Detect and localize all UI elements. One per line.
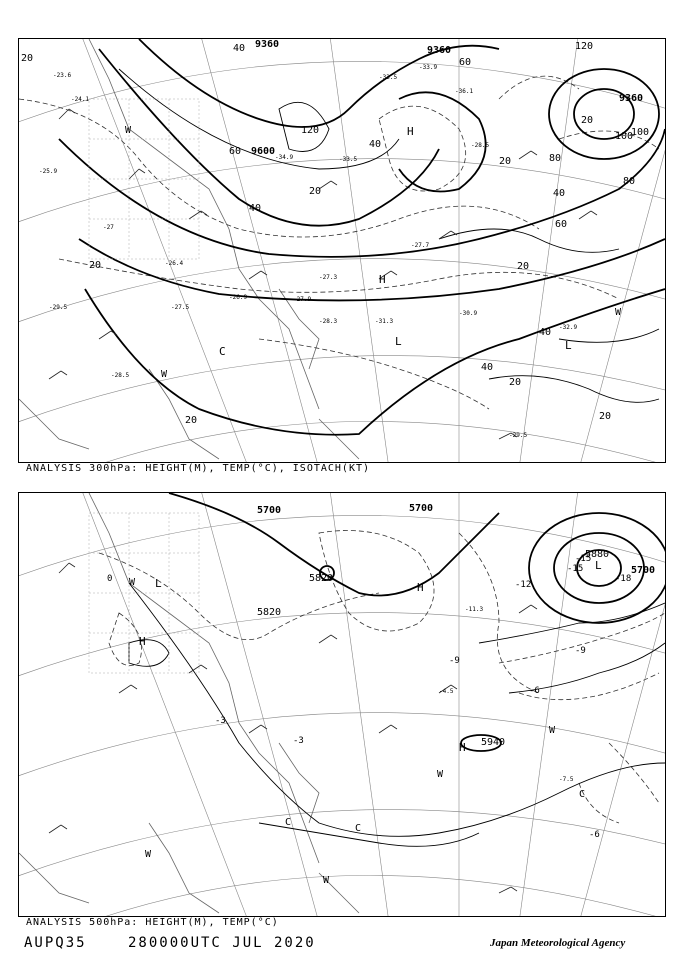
warm-center: W <box>615 307 622 318</box>
warm-center: W <box>145 849 152 860</box>
isotherm-label: -18 <box>615 574 632 584</box>
height-contours <box>169 493 665 751</box>
height-label: 5700 <box>631 565 656 576</box>
cold-center: C <box>285 817 292 828</box>
latitude-grid <box>19 61 665 462</box>
isotach-label: 20 <box>517 261 530 272</box>
temp-label: -28.5 <box>111 372 130 379</box>
isotach-label: 20 <box>21 53 34 64</box>
isotach-label: 40 <box>249 203 262 214</box>
isotach-label: 20 <box>309 186 322 197</box>
map-300hpa <box>19 39 665 462</box>
isotach-label: 20 <box>185 415 198 426</box>
cold-center: C <box>219 345 226 358</box>
isotach-label: 60 <box>459 57 472 68</box>
height-label: 9360 <box>619 93 644 104</box>
height-label: 5700 <box>257 505 282 516</box>
low-pressure-center: L <box>565 339 572 352</box>
temp-label: -27 <box>103 224 114 231</box>
isotherm-label: -9 <box>575 646 586 656</box>
temp-label: -27.7 <box>411 242 430 249</box>
wind-barbs <box>49 563 537 893</box>
isotherm-label: 0 <box>107 574 113 584</box>
temp-label: -24.1 <box>71 96 90 103</box>
temp-label: -28.3 <box>319 318 338 325</box>
warm-center: W <box>161 369 168 380</box>
map-500hpa <box>19 493 665 916</box>
temp-label: -7.5 <box>559 776 574 783</box>
temp-label: -23.6 <box>53 72 72 79</box>
warm-center: W <box>437 769 444 780</box>
data-grid-region <box>89 99 199 259</box>
height-label: 5940 <box>481 737 506 748</box>
temp-label: -36.1 <box>455 88 474 95</box>
temp-label: -27.5 <box>171 304 190 311</box>
temp-label: -4.5 <box>439 688 454 695</box>
height-label: 5820 <box>309 573 334 584</box>
low-pressure-center: L <box>395 335 402 348</box>
low-pressure-center: L <box>595 559 602 572</box>
isotach-label: 60 <box>555 219 568 230</box>
high-pressure-center: H <box>417 581 424 594</box>
chart-300hpa <box>18 38 666 463</box>
coastline <box>19 39 359 459</box>
temp-label: -28.5 <box>471 142 490 149</box>
isotherm-label: -9 <box>449 656 460 666</box>
low-pressure-center: L <box>155 577 162 590</box>
temp-label: -30.9 <box>459 310 478 317</box>
chart-code: AUPQ35 <box>24 935 87 951</box>
coastline <box>19 493 362 913</box>
agency-name: Japan Meteorological Agency <box>490 937 626 949</box>
isotach-label: 80 <box>549 153 562 164</box>
warm-center: W <box>323 875 330 886</box>
chart-500hpa <box>18 492 666 917</box>
isotach-label: 100 <box>615 131 634 142</box>
temp-label: -27.9 <box>293 296 312 303</box>
isotherm-label: -12 <box>515 580 532 590</box>
isotach-label: 40 <box>481 362 494 373</box>
high-pressure-center: H <box>139 635 146 648</box>
isotach-label: 100 <box>631 127 650 138</box>
isotherm-label: -6 <box>589 830 600 840</box>
isotach-label: 40 <box>553 188 566 199</box>
cold-center: C <box>579 789 586 800</box>
temp-label: -33.9 <box>419 64 438 71</box>
height-label: 5820 <box>257 607 282 618</box>
isotach-label: 20 <box>89 260 102 271</box>
height-contours <box>59 39 665 435</box>
isotherm-label: -3 <box>293 736 304 746</box>
temp-label: -32.9 <box>559 324 578 331</box>
height-label: 5700 <box>409 503 434 514</box>
temp-label: -33.5 <box>379 74 398 81</box>
warm-center: W <box>129 577 136 588</box>
high-pressure-center: H <box>459 741 466 754</box>
isotherms <box>19 76 659 409</box>
temp-label: -34.9 <box>275 154 294 161</box>
isotach-label: 20 <box>509 377 522 388</box>
caption-300hpa: ANALYSIS 300hPa: HEIGHT(M), TEMP(°C), ISOTACH(KT) <box>26 463 371 474</box>
isotach-label: 20 <box>599 411 612 422</box>
height-label: 5880 <box>585 549 610 560</box>
temp-label: -11.3 <box>465 606 484 613</box>
isotach-label: 40 <box>233 43 246 54</box>
temp-label: -26.9 <box>229 294 248 301</box>
height-label: 9360 <box>427 45 452 56</box>
isotherm-label: -15 <box>567 564 584 574</box>
cold-center: C <box>355 823 362 834</box>
warm-center: W <box>549 725 556 736</box>
temp-label: -25.9 <box>39 168 58 175</box>
data-grid-region <box>89 513 199 673</box>
chart-datetime: 280000UTC JUL 2020 <box>128 935 316 951</box>
isotach-label: 120 <box>575 41 594 52</box>
caption-500hpa: ANALYSIS 500hPa: HEIGHT(M), TEMP(°C) <box>26 917 279 928</box>
temp-label: -33.5 <box>339 156 358 163</box>
height-label: 9600 <box>251 146 276 157</box>
high-pressure-center: H <box>379 273 386 286</box>
isotach-label: 20 <box>499 156 512 167</box>
temp-label: -31.3 <box>375 318 394 325</box>
warm-center: W <box>125 125 132 136</box>
temp-label: -26.4 <box>165 260 184 267</box>
isotherms <box>99 531 665 824</box>
temp-label: -29.5 <box>509 432 528 439</box>
latitude-grid <box>19 515 665 916</box>
height-label: 9360 <box>255 39 280 50</box>
isotherm-label: -6 <box>529 686 540 696</box>
high-pressure-center: H <box>407 125 414 138</box>
isotach-label: 80 <box>623 176 636 187</box>
isotach-label: 40 <box>369 139 382 150</box>
isotach-label: 40 <box>539 327 552 338</box>
temp-label: -27.3 <box>319 274 338 281</box>
isotach-label: 120 <box>301 125 320 136</box>
isotherm-label: -15 <box>575 554 592 564</box>
temp-label: -29.5 <box>49 304 68 311</box>
isotherm-label: -3 <box>215 716 226 726</box>
isotach-label: 60 <box>229 146 242 157</box>
isotach-label: 20 <box>581 115 594 126</box>
